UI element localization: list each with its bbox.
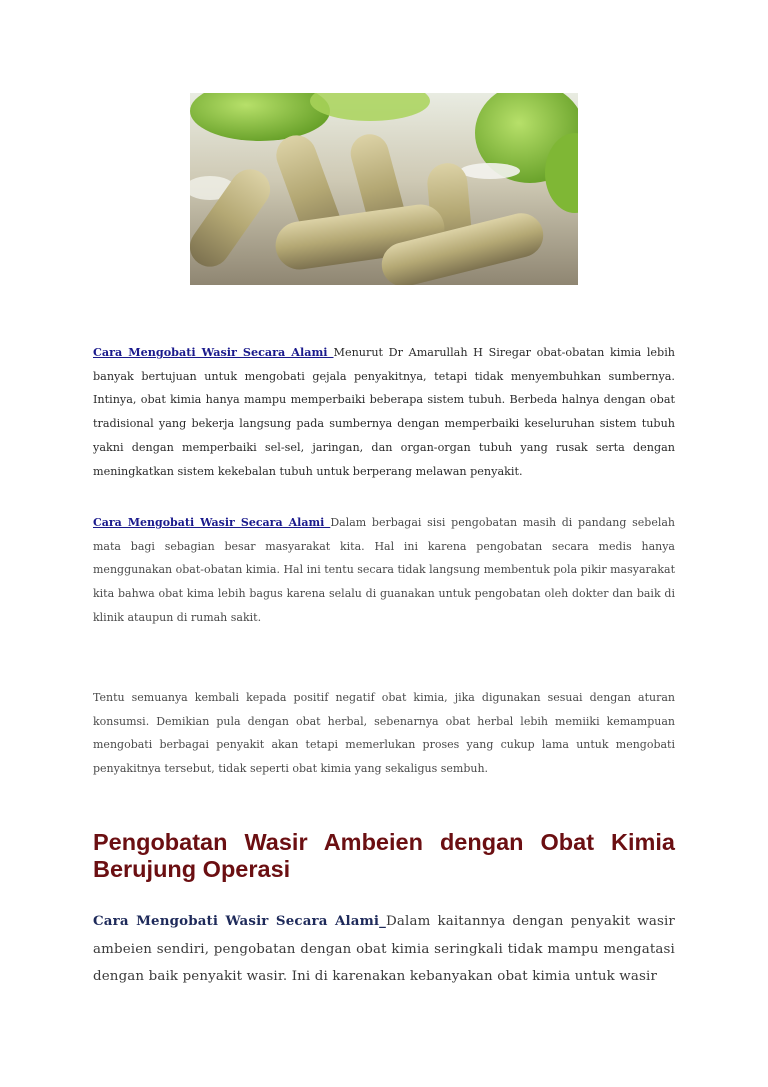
article-link[interactable]: Cara Mengobati Wasir Secara Alami_	[93, 913, 387, 929]
paragraph-text: Tentu semuanya kembali kepada positif negatif obat kimia, jika digunakan sesuai dengan aturan konsumsi. Demikian pula dengan obat herbal, sebenarnya obat herbal lebih memiiki kemampuan mengobati berbagai penyakit akan tetapi memerlukan proses yang cukup lama untuk mengobati penyakitnya tersebut, tidak seperti obat kimia yang sekaligus sembuh.	[93, 691, 675, 776]
paragraph-3	[93, 686, 675, 781]
article-link[interactable]: Cara Mengobati Wasir Secara Alami	[93, 345, 334, 359]
capsules-image	[190, 93, 578, 285]
paragraph-text: Menurut Dr Amarullah H Siregar obat-obatan kimia lebih banyak bertujuan untuk mengobati gejala penyakitnya, tetapi tidak menyembuhkan sumbernya. Intinya, obat kimia hanya mampu memperbaiki beberapa sistem tubuh. Berbeda halnya dengan obat tradisional yang bekerja langsung pada sumbernya dengan memperbaiki keseluruhan sistem tubuh yakni dengan memperbaiki sel-sel, jaringan, dan organ-organ tubuh yang rusak serta dengan meningkatkan sistem kekebalan tubuh untuk berperang melawan penyakit.	[93, 346, 675, 478]
paragraph-2	[93, 511, 675, 630]
section-heading: Pengobatan Wasir Ambeien dengan Obat Kimia Berujung Operasi	[93, 829, 675, 882]
paragraph-text: Dalam kaitannya dengan penyakit wasir ambeien sendiri, pengobatan dengan obat kimia seringkali tidak mampu mengatasi dengan baik penyakit wasir. Ini di karenakan kebanyakan obat kimia untuk wasir	[93, 914, 675, 984]
paragraph-1	[93, 341, 675, 483]
paragraph-text: Dalam berbagai sisi pengobatan masih di pandang sebelah mata bagi sebagian besar masyarakat kita. Hal ini karena pengobatan secara medis hanya menggunakan obat-obatan kimia. Hal ini tentu secara tidak langsung membentuk pola pikir masyarakat kita bahwa obat kima lebih bagus karena selalu di guanakan untuk pengobatan oleh dokter dan baik di klinik ataupun di rumah sakit.	[93, 516, 676, 624]
paragraph-4	[93, 908, 675, 991]
herbal-capsules-photo	[190, 93, 578, 285]
article-link[interactable]: Cara Mengobati Wasir Secara Alami	[93, 516, 331, 529]
